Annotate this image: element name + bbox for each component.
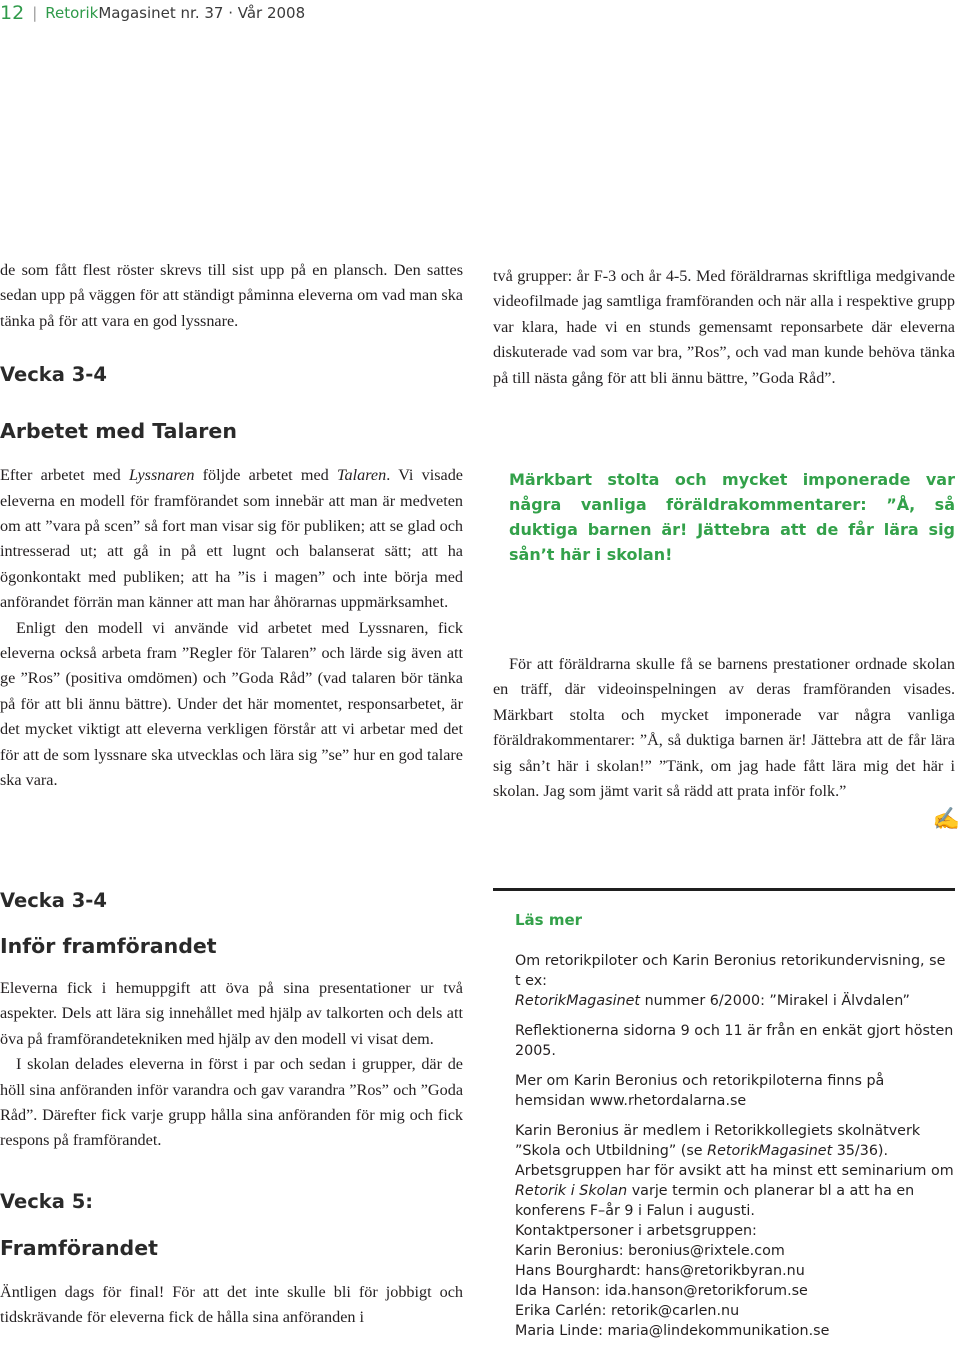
hemuppgift-paragraph: Eleverna fick i hemuppgift att öva på sina presentationer ur två aspekter. Dels att lära sig innehållet med hjälp av talkorten och dels att öva på framförandetekniken med hjälp av den modell vi visat dem. <box>0 979 463 1048</box>
sidebar-contact: Karin Beronius: beronius@rixtele.com <box>515 1243 785 1259</box>
magazine-issue: Magasinet nr. 37 · Vår 2008 <box>98 4 306 22</box>
sidebar-item-reflektioner: Reflektionerna sidorna 9 och 11 är från en enkät gjort hösten 2005. <box>515 1023 954 1059</box>
modell-paragraph: Enligt den modell vi använde vid arbetet med Lyssnaren, fick eleverna också arbeta fram ”Regler för Talaren” och lärde sig även att ge ”Ros” (positiva omdömen) och ”Goda Råd” (vad talaren bör tänka på för att bli ännu bättre). Under det här momentet, responsarbetet, är det mycket viktigt att eleverna verkligen förstår att vi arbetar med det för att de som lyssnare ska utvecklas och lära sig ”se” hur en god talare ska vara. <box>0 618 463 790</box>
left-column-top <box>0 258 463 794</box>
sidebar-title: Läs mer <box>493 888 955 929</box>
sidebar-item-retorikpiloter: Om retorikpiloter och Karin Beronius retorikundervisning, se t ex: RetorikMagasinet nummer 6/2000: ”Mirakel i Älvdalen” <box>515 953 946 1009</box>
magazine-title <box>45 4 305 22</box>
magazine-brand: Retorik <box>45 4 99 22</box>
section-title-heading-3: Framförandet <box>0 1235 158 1260</box>
section-week-heading-2: Vecka 3-4 <box>0 889 107 912</box>
pull-quote: Märkbart stolta och mycket imponerade var några vanliga föräldrakommentarer: ”Å, så duktiga barnen är! Jättebra att de får lära sig sån’t här i skolan! <box>509 470 955 565</box>
intro-paragraph: de som fått flest röster skrevs till sist upp på en plansch. Den sattes sedan upp på väggen för att ständigt påminna eleverna om vad man ska tänka på för att vara en god lyssnare. <box>0 261 463 330</box>
final-paragraph: Äntligen dags för final! För att det inte skulle bli för jobbigt och tidskrävande för eleverna fick de hålla sina anföranden i <box>0 1282 463 1327</box>
sidebar-contact: Maria Linde: maria@lindekommunikation.se <box>515 1323 830 1339</box>
header-separator: | <box>32 4 38 22</box>
las-mer-sidebar <box>493 888 955 1341</box>
section-week-heading: Vecka 3-4 <box>0 363 107 387</box>
grupper-paragraph: två grupper: år F-3 och år 4-5. Med föräldrarnas skriftliga medgivande videofilmade jag samtliga framföranden och när alla i respektive grupp var klara, hade vi en stunds gemensamt reponsarbete där eleverna diskuterade vad som var bra, ”Ros”, och vad man kunde behöva tänka på till nästa gång för att bli ännu bättre, ”Goda Råd”. <box>493 267 955 387</box>
page-number: 12 <box>0 2 25 24</box>
sidebar-item-skolnatverk: Karin Beronius är medlem i Retorikkollegiets skolnätverk ”Skola och Utbildning” (se RetorikMagasinet 35/36). Arbetsgruppen har för avsikt att ha minst ett seminarium om Retorik i Skolan varje termin och planerar bl a att ha en konferens F–år 9 i Falun i augusti. <box>515 1123 954 1219</box>
foraldrar-paragraph: För att föräldrarna skulle få se barnens prestationer ordnade skolan en träff, där videoinspelningen av deras framföranden visades. Märkbart stolta och mycket imponerade var några vanliga föräldrakommentarer: ”Å, så duktiga barnen är! Jättebra att de får lära sig sån’t här i skolan!” ”Tänk, om jag hade fått lära mig det här i skolan. Jag som jämt varit så rädd att prata inför folk.” <box>493 655 955 801</box>
pen-end-mark-icon: ✍ <box>932 806 960 831</box>
sidebar-contact: Hans Bourghardt: hans@retorikbyran.nu <box>515 1263 805 1279</box>
section-title-heading-2: Inför framförandet <box>0 934 217 958</box>
right-column-top <box>493 264 955 804</box>
talaren-paragraph: Efter arbetet med Lyssnaren följde arbetet med Talaren. Vi visade eleverna en modell för framförandet som innebär att man är medveten om att ”vara på scen” så fort man visar sig för publiken; att se glad och intresserad ut; att gå in på ett lugnt och balanserat sätt; att ha ögonkontakt med publiken; att ha ”is i magen” och inte börja med anförandet förrän man känner att man har åhörarnas uppmärksamhet. <box>0 466 463 612</box>
sidebar-contacts-label: Kontaktpersoner i arbetsgruppen: <box>515 1223 757 1239</box>
section-week-heading-3: Vecka 5: <box>0 1189 94 1213</box>
left-column-bottom <box>0 889 463 1331</box>
section-title-heading: Arbetet med Talaren <box>0 419 237 444</box>
page-header <box>0 0 305 26</box>
sidebar-contact: Erika Carlén: retorik@carlen.nu <box>515 1303 740 1319</box>
skolan-paragraph: I skolan delades eleverna in först i par och sedan i grupper, där de höll sina anföranden inför varandra och gav varandra ”Ros” och ”Goda Råd”. Därefter fick varje grupp hålla sina anföranden för mig och fick respons på framförandet. <box>0 1055 463 1150</box>
sidebar-contact: Ida Hanson: ida.hanson@retorikforum.se <box>515 1283 808 1299</box>
sidebar-item-hemsida: Mer om Karin Beronius och retorikpiloterna finns på hemsidan www.rhetordalarna.se <box>515 1073 885 1109</box>
